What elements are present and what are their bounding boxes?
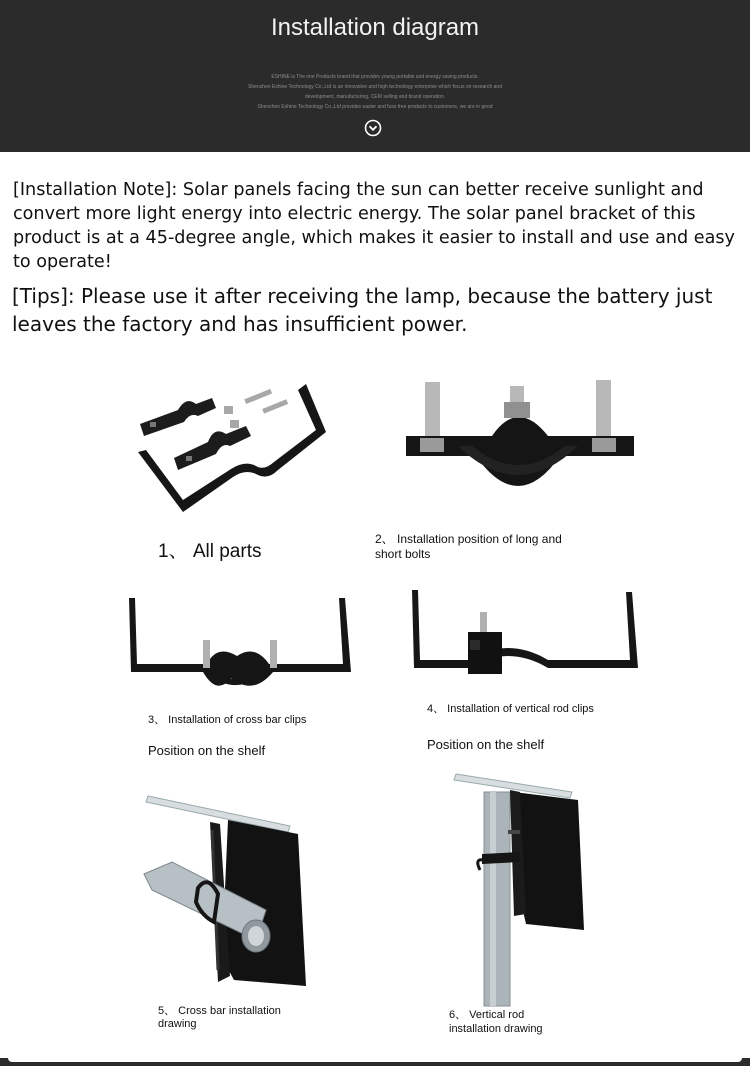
figure-vertical-rod-clips: [408, 586, 640, 684]
fine-print-line: ESHINE is The one Products brand that provides young portable and energy saving products.: [271, 74, 479, 80]
figure-subcaption: Position on the shelf: [427, 737, 545, 752]
figure-caption: 4、 Installation of vertical rod clips: [427, 703, 594, 715]
figure-caption: 3、 Installation of cross bar clips: [148, 714, 307, 726]
fine-print-line: Shenzhen Eshine Technology Co.,Ltd is an innovative and high technology enterprise which focus on research and: [248, 84, 502, 90]
fine-print-line: development, manufacturing, CEM selling and brand operation.: [304, 94, 446, 100]
figure-caption: 5、 Cross bar installation drawing: [158, 1005, 281, 1030]
figure-all-parts: [128, 372, 338, 524]
figure-cross-bar-clips: [125, 592, 355, 694]
figure-caption: 1、 All parts: [158, 541, 262, 562]
footer-bar: [0, 1058, 750, 1066]
figure-bolt-positions: [400, 376, 640, 514]
figure-caption: 2、 Installation position of long and short bolts: [375, 532, 562, 561]
header-fine-print: [225, 72, 525, 112]
figure-cross-bar-installation: [138, 790, 313, 1000]
header-banner: [0, 0, 750, 152]
figure-subcaption: Position on the shelf: [148, 743, 266, 758]
fine-print-line: Shenzhen Eshine Technology Co.,Ltd provides easier and fuss free products to customers, we are in good: [257, 104, 493, 110]
page-title: Installation diagram: [270, 14, 480, 41]
chevron-down-circle-icon[interactable]: [364, 119, 382, 137]
tips-text: [Tips]: Please use it after receiving the lamp, because the battery just leaves the factory and has insufficient power.: [12, 284, 713, 336]
figure-caption: 6、 Vertical rod installation drawing: [449, 1009, 543, 1035]
installation-note: [Installation Note]: Solar panels facing the sun can better receive sunlight and convert more light energy into electric energy. The solar panel bracket of this product is at a 45-degree angle, which makes it easier to install and use and easy to operate!: [13, 180, 735, 272]
figure-vertical-rod-installation: [450, 770, 590, 1008]
